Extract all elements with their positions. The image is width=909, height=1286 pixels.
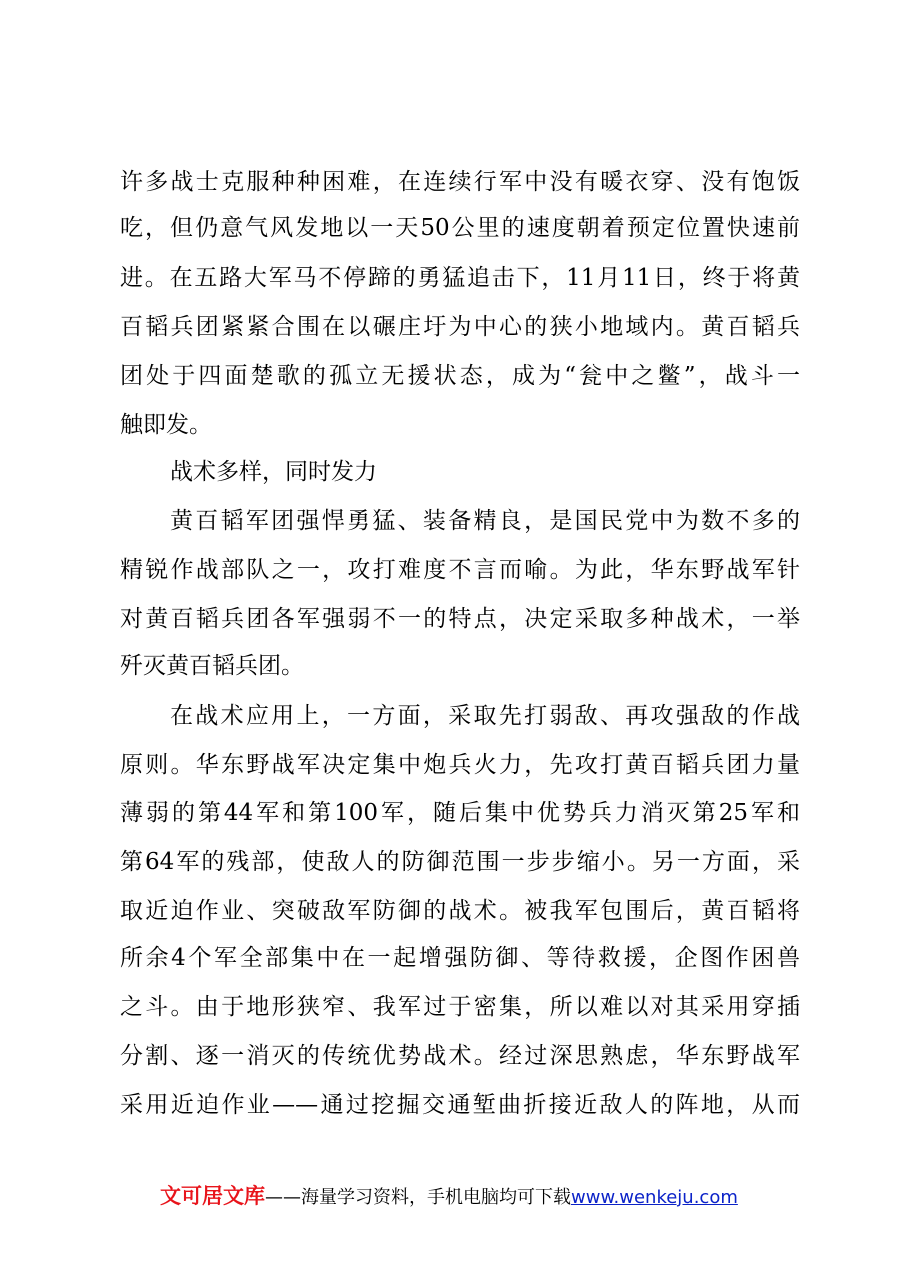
text-line: 对黄百韬兵团各军强弱不一的特点，决定采取多种战术，一举: [120, 606, 800, 632]
text-line: 触即发。: [120, 412, 212, 438]
text-line: 所余4个军全部集中在一起增强防御、等待救援，企图作困兽: [120, 945, 800, 971]
text-line: 团处于四面楚歌的孤立无援状态，成为“瓮中之鳖”，战斗一: [120, 363, 800, 389]
text-line: 原则。华东野战军决定集中炮兵火力，先攻打黄百韬兵团力量: [120, 752, 800, 778]
text-line: 歼灭黄百韬兵团。: [120, 653, 304, 679]
text-line: 许多战士克服种种困难，在连续行军中没有暖衣穿、没有饱饭: [120, 169, 800, 195]
text-line: 第64军的残部，使敌人的防御范围一步步缩小。另一方面，采: [120, 849, 800, 875]
text-line: 在战术应用上，一方面，采取先打弱敌、再攻强敌的作战: [170, 703, 800, 729]
text-line: 之斗。由于地形狭窄、我军过于密集，所以难以对其采用穿插: [120, 994, 800, 1020]
section-heading: 战术多样，同时发力: [170, 459, 377, 485]
text-line: 薄弱的第44军和第100军，随后集中优势兵力消灭第25军和: [120, 800, 800, 826]
text-line: 黄百韬军团强悍勇猛、装备精良，是国民党中为数不多的: [170, 508, 800, 534]
text-line: 精锐作战部队之一，攻打难度不言而喻。为此，华东野战军针: [120, 557, 800, 583]
text-line: 采用近迫作业——通过挖掘交通堑曲折接近敌人的阵地，从而: [120, 1092, 800, 1118]
footer-slogan: 海量学习资料，手机电脑均可下载: [301, 1187, 571, 1208]
footer-url-link[interactable]: www.wenkeju.com: [571, 1187, 738, 1208]
text-line: 吃，但仍意气风发地以一天50公里的速度朝着预定位置快速前: [120, 215, 800, 241]
text-line: 进。在五路大军马不停蹄的勇猛追击下，11月11日，终于将黄: [120, 265, 800, 291]
footer-banner: [160, 1181, 738, 1213]
text-line: 取近迫作业、突破敌军防御的战术。被我军包围后，黄百韬将: [120, 898, 800, 924]
text-line: 分割、逐一消灭的传统优势战术。经过深思熟虑，华东野战军: [120, 1043, 800, 1069]
footer-brand: 文可居文库: [160, 1184, 265, 1208]
footer-separator: ——: [265, 1187, 301, 1208]
text-line: 百韬兵团紧紧合围在以碾庄圩为中心的狭小地域内。黄百韬兵: [120, 314, 800, 340]
